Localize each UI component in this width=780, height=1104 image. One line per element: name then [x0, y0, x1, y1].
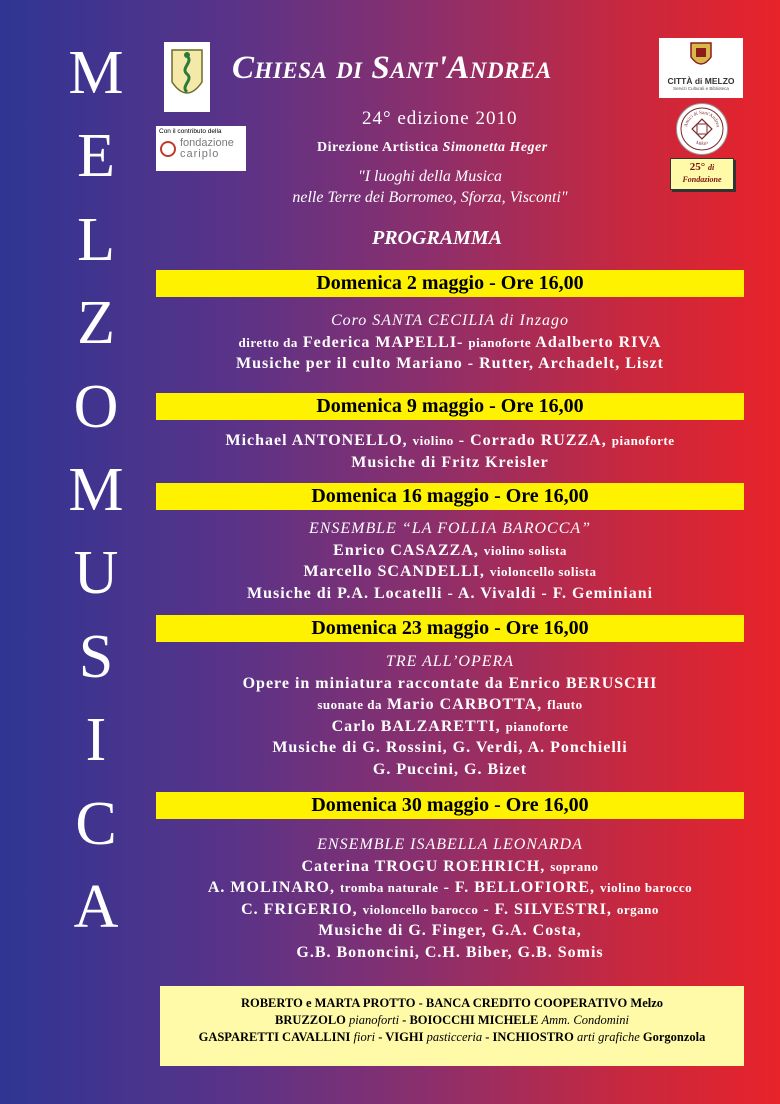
citta-melzo-logo: [659, 38, 743, 98]
event-date-band: Domenica 30 maggio - Ore 16,00: [156, 792, 744, 819]
programma-heading: PROGRAMMA: [372, 227, 503, 249]
sponsor-name: - VIGHI: [378, 1030, 424, 1044]
event-line: [156, 332, 744, 354]
event-date-band: Domenica 9 maggio - Ore 16,00: [156, 393, 744, 420]
event-line: Musiche di Fritz Kreisler: [351, 453, 549, 471]
page-title: Chiesa di Sant'Andrea: [232, 50, 552, 86]
citta-sub-text: Servizi Culturali e Biblioteca: [673, 86, 729, 91]
anniversary-badge: [670, 158, 734, 190]
amici-seal: [676, 103, 728, 155]
role-text: suonate da: [317, 697, 382, 712]
performer-name: - Corrado RUZZA,: [458, 432, 607, 449]
event-date-band: Domenica 2 maggio - Ore 16,00: [156, 270, 744, 297]
performer-name: Marcello SCANDELLI,: [303, 563, 485, 580]
role-text: soprano: [550, 858, 599, 874]
title-letter: E: [77, 122, 115, 191]
sponsor-type: fiori: [353, 1030, 376, 1044]
event-details: [156, 430, 744, 473]
title-letter: U: [73, 539, 119, 608]
sponsor-name: Gorgonzola: [642, 1030, 706, 1044]
sponsor-line: ROBERTO e MARTA PROTTO - BANCA CREDITO COOPERATIVO Melzo: [240, 996, 664, 1010]
crest-icon: [164, 42, 210, 112]
event-line: Coro SANTA CECILIA di Inzago: [330, 312, 570, 329]
sponsor-type: arti grafiche: [576, 1030, 640, 1044]
title-letter: Z: [77, 289, 115, 358]
sponsor-name: BRUZZOLO: [275, 1013, 346, 1027]
sponsor-line: [160, 1029, 744, 1046]
event-details: [156, 310, 744, 375]
event-line: [156, 716, 744, 738]
title-letter: O: [73, 372, 119, 441]
event-date-band: Domenica 16 maggio - Ore 16,00: [156, 483, 744, 510]
title-letter: M: [68, 39, 124, 107]
artistic-direction: [317, 140, 548, 156]
title-letter: M: [68, 455, 124, 524]
event-line: G.B. Bononcini, C.H. Biber, G.B. Somis: [296, 943, 604, 961]
sponsor-name: - BOIOCCHI MICHELE: [402, 1013, 539, 1027]
vertical-title: [60, 32, 132, 949]
crest-logo: [164, 42, 210, 112]
event-line: [156, 899, 744, 921]
performer-name: Mario CARBOTTA,: [386, 696, 543, 713]
title-letter: A: [73, 872, 119, 941]
event-line: [156, 430, 744, 452]
sponsor-type: Amm. Condomini: [541, 1013, 629, 1027]
event-line: Musiche per il culto Mariano - Rutter, Archadelt, Liszt: [236, 355, 664, 372]
sponsor-line: [160, 1012, 744, 1029]
contributo-label: Con il contributo della: [159, 128, 222, 135]
event-date-band: Domenica 23 maggio - Ore 16,00: [156, 615, 744, 642]
event-line: [156, 540, 744, 562]
performer-name: Enrico CASAZZA,: [333, 541, 479, 559]
quote-line: nelle Terre dei Borromeo, Sforza, Visconti": [292, 189, 568, 206]
role-text: violino barocco: [600, 880, 693, 895]
role-text: diretto da: [238, 334, 298, 350]
sponsors-box: [160, 986, 744, 1066]
performer-name: - F. SILVESTRI,: [483, 900, 612, 918]
event-line: G. Puccini, G. Bizet: [372, 760, 528, 778]
event-line: Musiche di G. Finger, G.A. Costa,: [318, 922, 582, 939]
event-line: [156, 856, 744, 878]
sponsor-name: GASPARETTI CAVALLINI: [198, 1030, 351, 1044]
role-text: violoncello barocco: [362, 901, 479, 917]
event-details: [156, 834, 744, 963]
festival-quote: [200, 166, 660, 208]
event-line: ENSEMBLE “LA FOLLIA BAROCCA”: [308, 520, 592, 537]
sponsor-type: pasticceria: [426, 1030, 483, 1044]
performer-name: Caterina TROGU ROEHRICH,: [301, 857, 546, 875]
event-line: [156, 694, 744, 716]
fondazione-cariplo-logo: [156, 126, 246, 171]
fondazione-text: fondazione: [180, 137, 234, 149]
role-text: violoncello solista: [489, 564, 597, 579]
role-text: pianoforte: [468, 334, 532, 350]
seal-top-text: Amici di Sant'Andrea: [684, 110, 720, 128]
quote-line: "I luoghi della Musica: [357, 168, 503, 185]
direction-prefix: Direzione Artistica: [317, 140, 439, 155]
role-text: violino: [412, 433, 454, 448]
performer-name: Carlo BALZARETTI,: [331, 717, 501, 735]
seal-knot-icon: [677, 104, 727, 154]
performer-name: Adalberto RIVA: [535, 333, 662, 351]
event-line: Opere in miniatura raccontate da Enrico BERUSCHI: [242, 674, 658, 692]
cariplo-mark-icon: [159, 139, 177, 159]
anniversary-number: 25°: [689, 161, 706, 173]
title-letter: S: [78, 622, 114, 691]
edition-text: 24° edizione 2010: [362, 108, 518, 129]
title-letter: I: [85, 706, 107, 775]
performer-name: Federica MAPELLI-: [302, 333, 464, 351]
anniversary-di: di: [707, 163, 715, 172]
title-letter: C: [75, 789, 117, 858]
anniversary-label: Fondazione: [682, 175, 722, 184]
event-line: [156, 561, 744, 583]
role-text: tromba naturale: [339, 880, 439, 895]
performer-name: A. MOLINARO,: [207, 879, 335, 896]
event-line: ENSEMBLE ISABELLA LEONARDA: [317, 836, 583, 853]
sponsor-name: - INCHIOSTRO: [485, 1030, 574, 1044]
citta-text: CITTÀ di MELZO: [667, 76, 735, 86]
role-text: organo: [616, 901, 659, 917]
seal-bottom-text: Melzo: [695, 140, 709, 148]
event-details: [156, 651, 744, 780]
title-letter: L: [77, 205, 115, 274]
svg-text:Melzo: [695, 141, 709, 148]
melzo-shield-icon: [689, 41, 713, 71]
director-name: Simonetta Heger: [442, 140, 548, 155]
cariplo-text: cariplo: [180, 148, 220, 160]
role-text: pianoforte: [505, 718, 569, 734]
performer-name: Michael ANTONELLO,: [225, 432, 408, 449]
event-line: TRE ALL’OPERA: [385, 653, 515, 670]
role-text: flauto: [547, 697, 583, 712]
event-line: Musiche di G. Rossini, G. Verdi, A. Ponchielli: [272, 739, 628, 756]
performer-name: - F. BELLOFIORE,: [443, 879, 596, 896]
sponsor-type: pianoforti: [349, 1013, 400, 1027]
role-text: violino solista: [483, 542, 567, 558]
event-details: [156, 518, 744, 604]
performer-name: C. FRIGERIO,: [241, 900, 358, 918]
event-line: [156, 877, 744, 899]
role-text: pianoforte: [611, 433, 675, 448]
event-line: Musiche di P.A. Locatelli - A. Vivaldi - F. Geminiani: [246, 584, 654, 602]
